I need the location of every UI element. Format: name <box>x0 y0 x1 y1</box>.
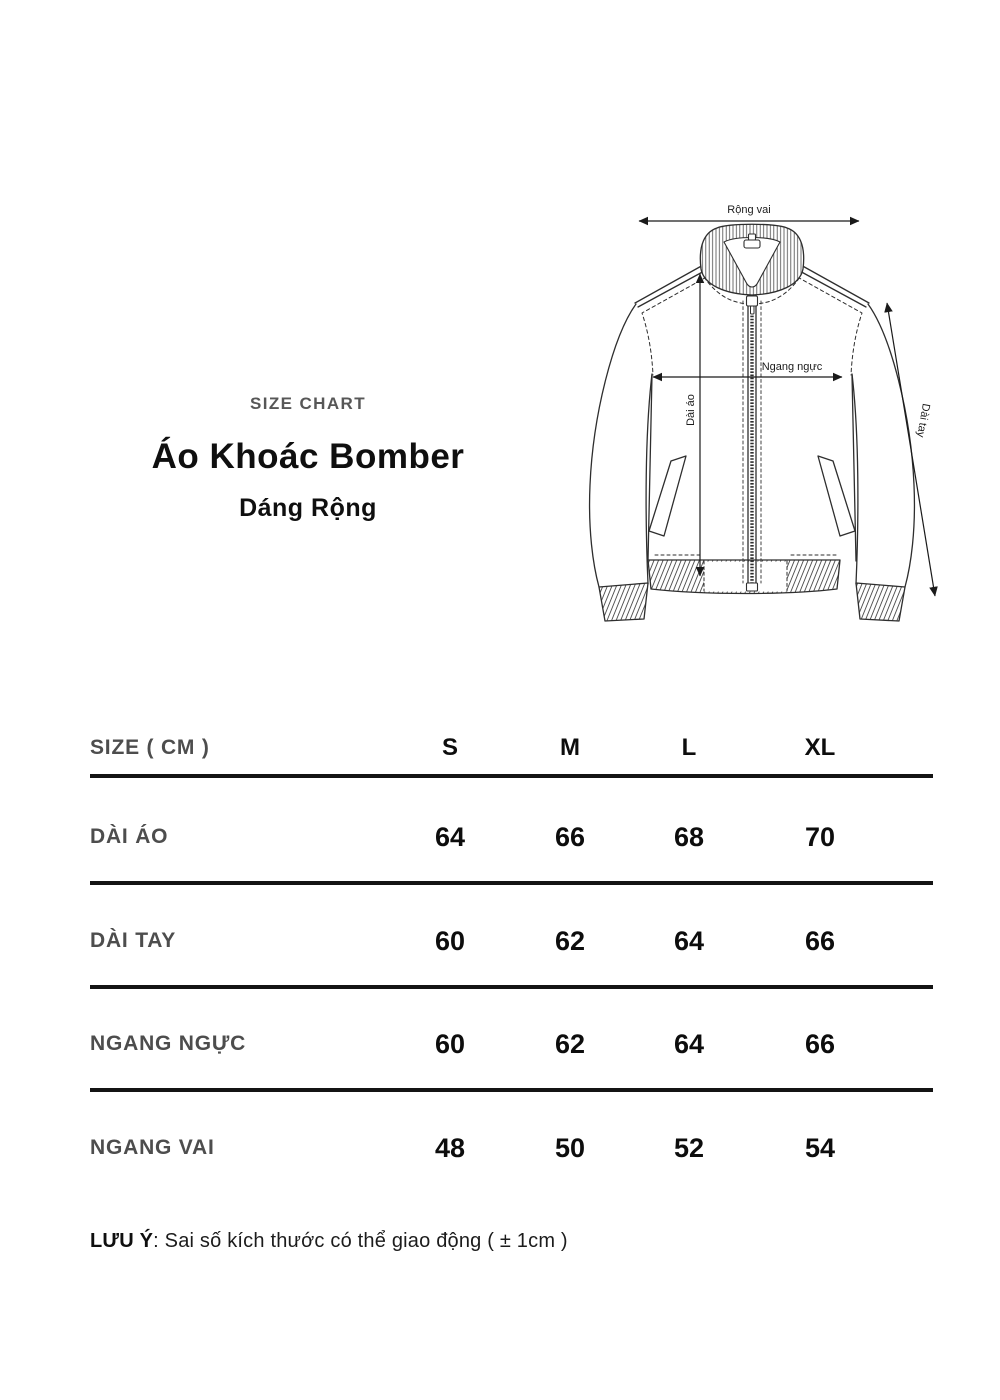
shoulder-width-label: Rộng vai <box>727 204 771 216</box>
body-length-label: Dài áo <box>685 394 697 426</box>
tolerance-note-text: : Sai số kích thước có thể giao động ( ± 1cm ) <box>153 1230 568 1252</box>
row-label: NGANG NGỰC <box>90 1032 247 1055</box>
table-divider <box>90 1088 933 1092</box>
bomber-jacket-diagram <box>555 185 955 625</box>
table-divider <box>90 985 933 989</box>
eyebrow-size-chart: SIZE CHART <box>250 394 366 413</box>
cell-value: 62 <box>554 926 586 956</box>
row-label: DÀI ÁO <box>90 825 169 848</box>
jacket-sketch <box>555 185 955 625</box>
column-header-xl: XL <box>804 734 836 761</box>
table-row <box>90 1131 933 1165</box>
cell-value: 66 <box>804 1029 836 1059</box>
cell-value: 50 <box>554 1133 586 1163</box>
cell-value: 70 <box>804 822 836 852</box>
cell-value: 60 <box>434 1029 466 1059</box>
table-divider <box>90 774 933 778</box>
sleeve-length-label: Dài tay <box>914 402 932 439</box>
column-header-m: M <box>560 734 580 761</box>
cell-value: 48 <box>434 1133 466 1163</box>
table-row <box>90 924 933 958</box>
cell-value: 64 <box>434 822 466 852</box>
cell-value: 60 <box>434 926 466 956</box>
cell-value: 64 <box>673 1029 705 1059</box>
cell-value: 66 <box>554 822 586 852</box>
cell-value: 66 <box>804 926 836 956</box>
unit-label: SIZE ( CM ) <box>90 736 210 759</box>
row-label: DÀI TAY <box>90 929 177 952</box>
column-header-l: L <box>681 734 697 761</box>
tolerance-note-label: LƯU Ý <box>90 1230 154 1252</box>
row-label: NGANG VAI <box>90 1136 215 1159</box>
chest-width-label: Ngang ngực <box>761 361 823 373</box>
page-subtitle: Dáng Rộng <box>239 494 377 522</box>
tolerance-note <box>90 1230 568 1253</box>
cell-value: 68 <box>673 822 705 852</box>
table-divider <box>90 881 933 885</box>
cell-value: 64 <box>673 926 705 956</box>
cell-value: 54 <box>804 1133 836 1163</box>
page-title: Áo Khoác Bomber <box>151 437 465 476</box>
table-row <box>90 820 933 854</box>
table-row <box>90 1027 933 1061</box>
table-header-row <box>90 731 933 765</box>
cell-value: 52 <box>673 1133 705 1163</box>
cell-value: 62 <box>554 1029 586 1059</box>
column-header-s: S <box>441 734 459 761</box>
